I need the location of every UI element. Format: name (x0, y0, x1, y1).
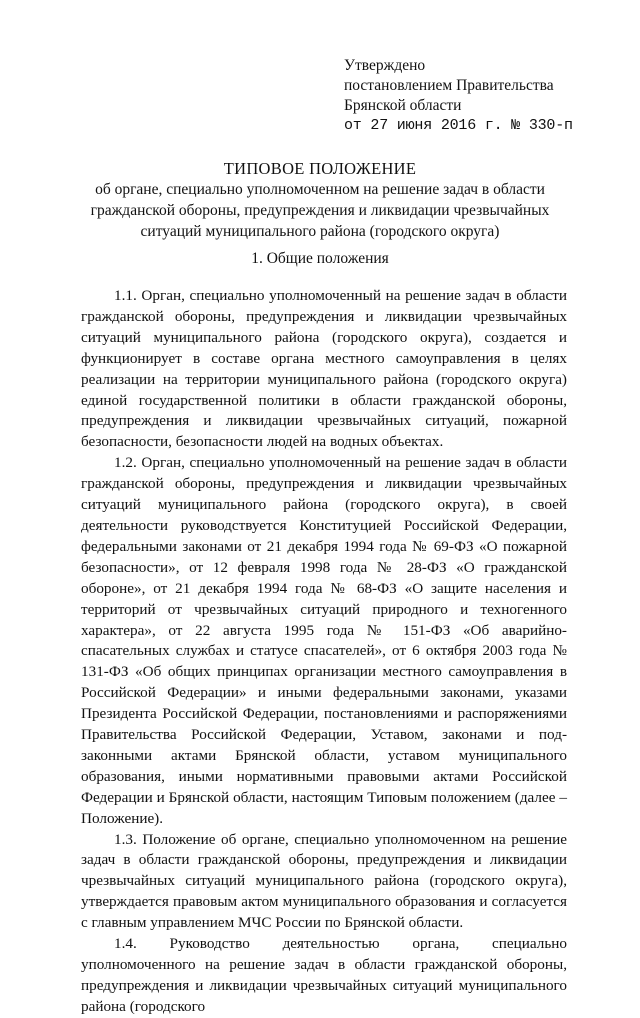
section-heading-general-provisions: 1. Общие положения (251, 250, 389, 267)
document-subtitle-line-2: гражданской обороны, предупреждения и ликвидации чрезвычайных (90, 202, 550, 219)
section-body (81, 286, 567, 1018)
approval-line-date-number: от 27 июня 2016 г. № 330-п (344, 117, 573, 134)
paragraph-1-1: 1.1. Орган, специально уполномоченный на решение задач в области гражданской обороны, предупреждения и ликвидации чрезвычайных ситуаций муниципального района (городского округа), создается и функционирует в составе органа местного самоуправления в целях реализации на территории муниципального района (городского округа) единой государственной политики в области гражданской обороны, предупреждения и ликвидации чрезвычайных ситуаций, пожарной безопасности, безопасности людей на водных объектах. (81, 287, 567, 451)
document-title: ТИПОВОЕ ПОЛОЖЕНИЕ (223, 159, 417, 178)
approval-line-region: Брянской области (344, 97, 462, 114)
approval-line-approved: Утверждено (344, 57, 426, 74)
document-title-block (80, 158, 560, 242)
paragraph-1-2: 1.2. Орган, специально уполномоченный на решение задач в области гражданской обороны, предупреждения и ликвидации чрезвычайных ситуаций муниципального района (городского округа), в своей деятельности руководствуется Конституцией Российской Федерации, федеральными законами от 21 декабря 1994 года № 69-ФЗ «О пожарной безопасности», от 12 февраля 1998 года № 28-ФЗ «О гражданской обороне», от 21 декабря 1994 года № 68-ФЗ «О защите населения и территорий от чрезвычайных ситуаций природного и техногенного характера», от 22 августа 1995 года № 151-ФЗ «Об аварийно-спасательных службах и статусе спасателей», от 6 октября 2003 года № 131-ФЗ «Об общих принципах организации местного самоуправления в Российской Федерации» и иными федеральными законами, указами Президента Российской Федерации, постановлениями и распоряжениями Правительства Российской Федерации, Уставом, законами и подзаконными актами Брянской области, уставом муниципального образования, иными нормативными правовыми актами Российской Федерации и Брянской области, настоящим Типовым положением (далее – Положение). (81, 454, 567, 827)
approval-stamp-block (344, 56, 604, 136)
paragraph-1-3: 1.3. Положение об органе, специально уполномоченном на решение задач в области гражданской обороны, предупреждения и ликвидации чрезвычайных ситуаций муниципального района (городского округа), утверждается правовым актом муниципального образования и согласуется с главным управлением МЧС России по Брянской области. (81, 830, 567, 932)
paragraph-1-4: 1.4. Руководство деятельностью органа, специально уполномоченного на решение задач в области гражданской обороны, предупреждения и ликвидации чрезвычайных ситуаций муниципального района (городского (81, 935, 567, 1015)
approval-line-resolution: постановлением Правительства (344, 77, 554, 94)
document-subtitle-line-3: ситуаций муниципального района (городского округа) (140, 223, 500, 240)
document-subtitle-line-1: об органе, специально уполномоченном на решение задач в области (95, 181, 545, 198)
